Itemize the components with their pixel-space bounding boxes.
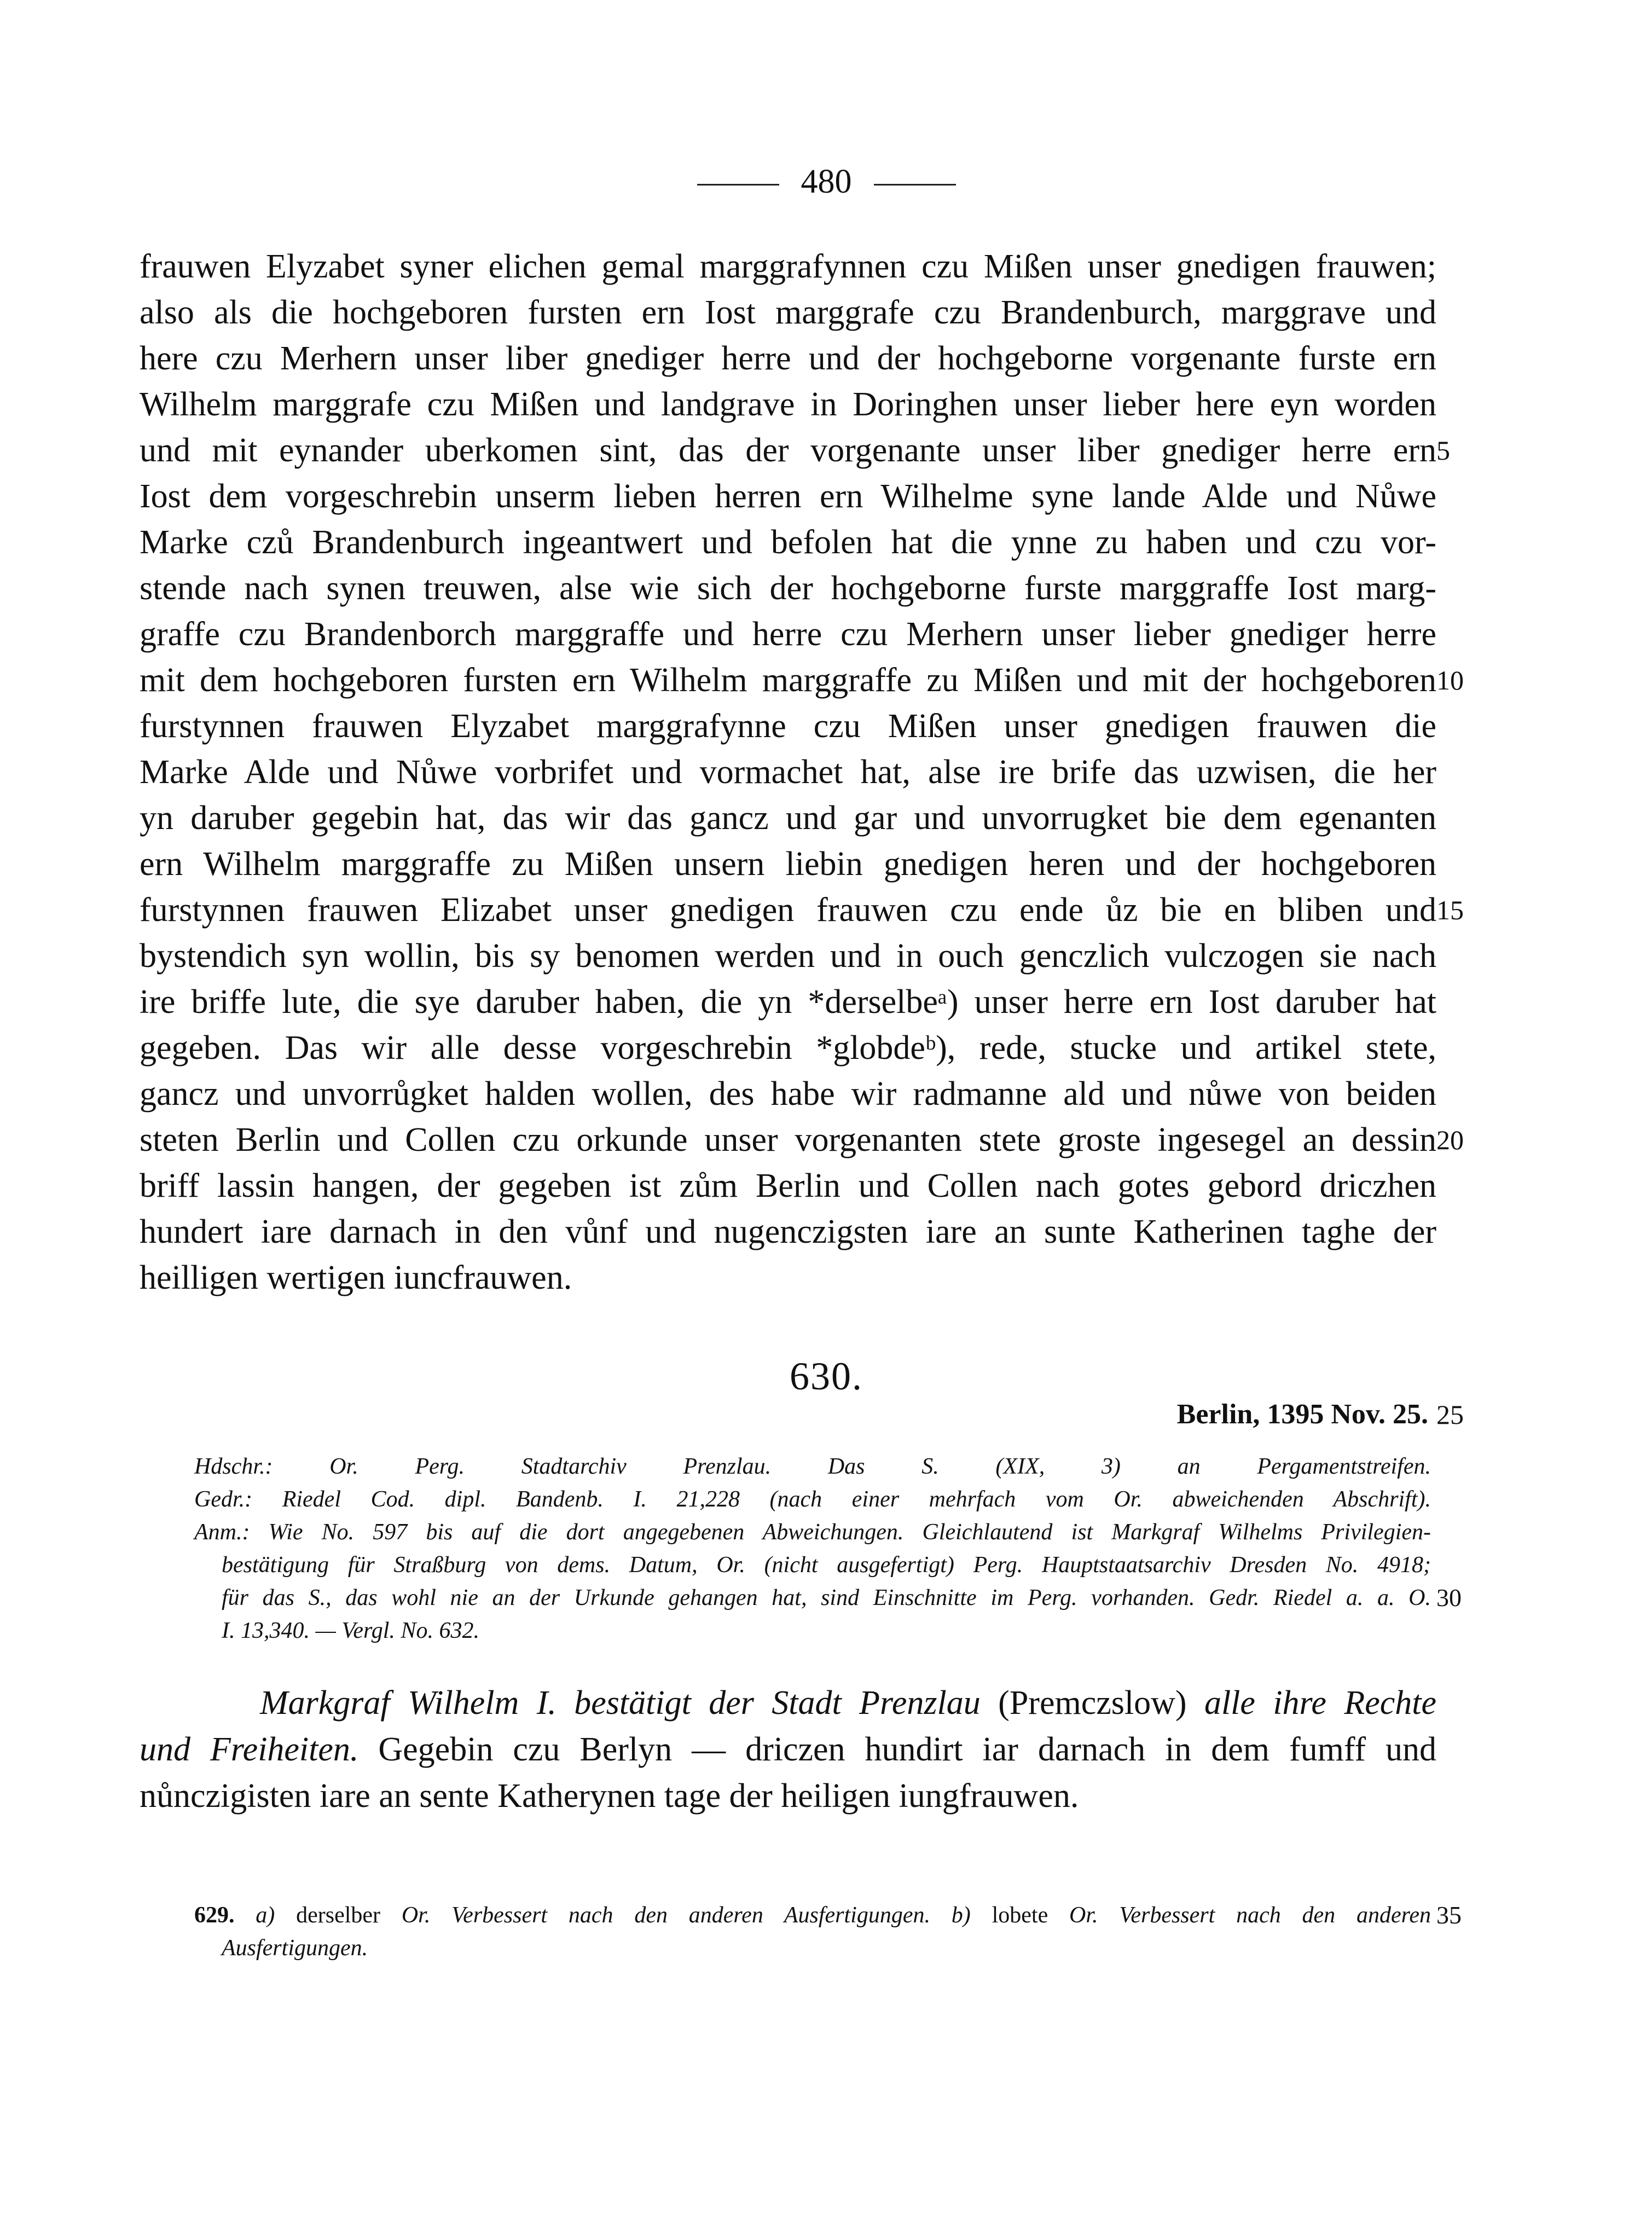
body-line: gegeben. Das wir alle desse vorgeschrebin *globdeᵇ), rede, stucke und artikel stete, — [140, 1029, 1436, 1067]
footnote-note: Or. Verbessert nach den anderen — [1069, 1903, 1431, 1928]
apparatus-line: für das S., das wohl nie an der Urkunde gehangen hat, sind Einschnitte im Perg. vorhanden. Gedr. Riedel a. a. O. — [222, 1585, 1431, 1610]
line-number: 35 — [1436, 1901, 1462, 1929]
body-line: stende nach synen treuwen, alse wie sich der hochgeborne furste marggraffe Iost marg- — [140, 570, 1436, 607]
body-line: Iost dem vorgeschrebin unserm lieben herren ern Wilhelme syne lande Alde und Nůwe — [140, 478, 1436, 515]
summary-italic: und Freiheiten. — [140, 1731, 359, 1768]
body-line: Marke czů Brandenburch ingeantwert und befolen hat die ynne zu haben und czu vor- — [140, 524, 1436, 561]
place-date: Berlin, 1395 Nov. 25. — [1176, 1399, 1428, 1430]
body-line: steten Berlin und Collen czu orkunde unser vorgenanten stete groste ingesegel an dessin — [140, 1121, 1436, 1158]
apparatus-line: Gedr.: Riedel Cod. dipl. Bandenb. I. 21,228 (nach einer mehrfach vom Or. abweichenden Abschrift). — [194, 1487, 1431, 1512]
body-line: bystendich syn wollin, bis sy benomen werden und in ouch genczlich vulczogen sie nach — [140, 937, 1436, 975]
line-number: 25 — [1436, 1399, 1464, 1430]
line-number: 5 — [1436, 435, 1450, 466]
body-line: here czu Merhern unser liber gnediger herre und der hochgeborne vorgenante furste ern — [140, 340, 1436, 377]
body-line: hundert iare darnach in den vůnf und nugenczigsten iare an sunte Katherinen taghe der — [140, 1213, 1436, 1250]
body-line: ern Wilhelm marggraffe zu Mißen unsern liebin gnedigen heren und der hochgeboren — [140, 845, 1436, 883]
body-line: gancz und unvorrůgket halden wollen, des habe wir radmanne ald und nůwe von beiden — [140, 1075, 1436, 1112]
footnote-word: derselber — [296, 1903, 381, 1928]
footnote-label: a) — [256, 1903, 275, 1928]
body-line: Marke Alde und Nůwe vorbrifet und vormachet hat, alse ire brife das uzwisen, die her — [140, 754, 1436, 791]
document-number: 630. — [790, 1354, 863, 1398]
body-line: yn daruber gegebin hat, das wir das gancz und gar und unvorrugket bie dem egenanten — [140, 799, 1436, 837]
body-line: graffe czu Brandenborch marggraffe und herre czu Merhern unser lieber gnediger herre — [140, 616, 1436, 653]
body-line: frauwen Elyzabet syner elichen gemal marggrafynnen czu Mißen unser gnedigen frauwen; — [140, 248, 1436, 285]
footnote-line: Ausfertigungen. — [222, 1936, 368, 1961]
line-number: 15 — [1436, 895, 1464, 925]
page-number-dash-left — [697, 184, 779, 186]
footnote-ref: 629. — [194, 1903, 235, 1928]
summary-roman: Gegebin czu Berlyn — driczen hundirt iar darnach in dem fumff und — [358, 1731, 1436, 1768]
summary-line: nůnczigisten iare an sente Katherynen tage der heiligen iungfrauwen. — [140, 1777, 1079, 1815]
line-number: 30 — [1436, 1584, 1462, 1612]
body-line: briff lassin hangen, der gegeben ist zům Berlin und Collen nach gotes gebord driczhen — [140, 1167, 1436, 1204]
page-number — [635, 159, 1018, 205]
line-number: 20 — [1436, 1125, 1464, 1155]
footnote-word: lobete — [992, 1903, 1048, 1928]
footnote-label: b) — [951, 1903, 971, 1928]
footnote-note: Or. Verbessert nach den anderen Ausfertigungen. — [401, 1903, 930, 1928]
page-number-dash-right — [874, 184, 956, 186]
body-line: furstynnen frauwen Elyzabet marggrafynne czu Mißen unser gnedigen frauwen die — [140, 708, 1436, 745]
summary-italic: alle ihre Rechte — [1204, 1684, 1436, 1722]
summary-line — [260, 1680, 1436, 1726]
summary-line — [140, 1726, 1436, 1772]
footnote-line — [194, 1899, 1431, 1932]
apparatus-line: Hdschr.: Or. Perg. Stadtarchiv Prenzlau. Das S. (XIX, 3) an Pergamentstreifen. — [194, 1454, 1431, 1479]
body-line: und mit eynander uberkomen sint, das der vorgenante unser liber gnediger herre ern — [140, 432, 1436, 469]
body-line: also als die hochgeboren fursten ern Iost marggrafe czu Brandenburch, marggrave und — [140, 294, 1436, 331]
apparatus-line: bestätigung für Straßburg von dems. Datum, Or. (nicht ausgefertigt) Perg. Hauptstaatsarchiv Dresden No. 4918; — [222, 1552, 1431, 1578]
apparatus-line: I. 13,340. — Vergl. No. 632. — [222, 1618, 479, 1643]
line-number: 10 — [1436, 665, 1464, 696]
body-line: mit dem hochgeboren fursten ern Wilhelm marggraffe zu Mißen und mit der hochgeboren — [140, 662, 1436, 699]
body-line: ire briffe lute, die sye daruber haben, die yn *derselbeᵃ) unser herre ern Iost daruber hat — [140, 983, 1436, 1021]
summary-italic: Markgraf Wilhelm I. bestätigt der Stadt Prenzlau — [260, 1684, 981, 1722]
body-line: Wilhelm marggrafe czu Mißen und landgrave in Doringhen unser lieber here eyn worden — [140, 386, 1436, 423]
apparatus-line: Anm.: Wie No. 597 bis auf die dort angegebenen Abweichungen. Gleichlautend ist Markgraf Wilhelms Privilegien- — [194, 1520, 1431, 1545]
page-number-text: 480 — [801, 163, 852, 200]
body-line: heilligen wertigen iuncfrauwen. — [140, 1259, 572, 1296]
body-line: furstynnen frauwen Elizabet unser gnedigen frauwen czu ende ůz bie en bliben und — [140, 891, 1436, 929]
summary-roman: (Premczslow) — [980, 1684, 1204, 1722]
